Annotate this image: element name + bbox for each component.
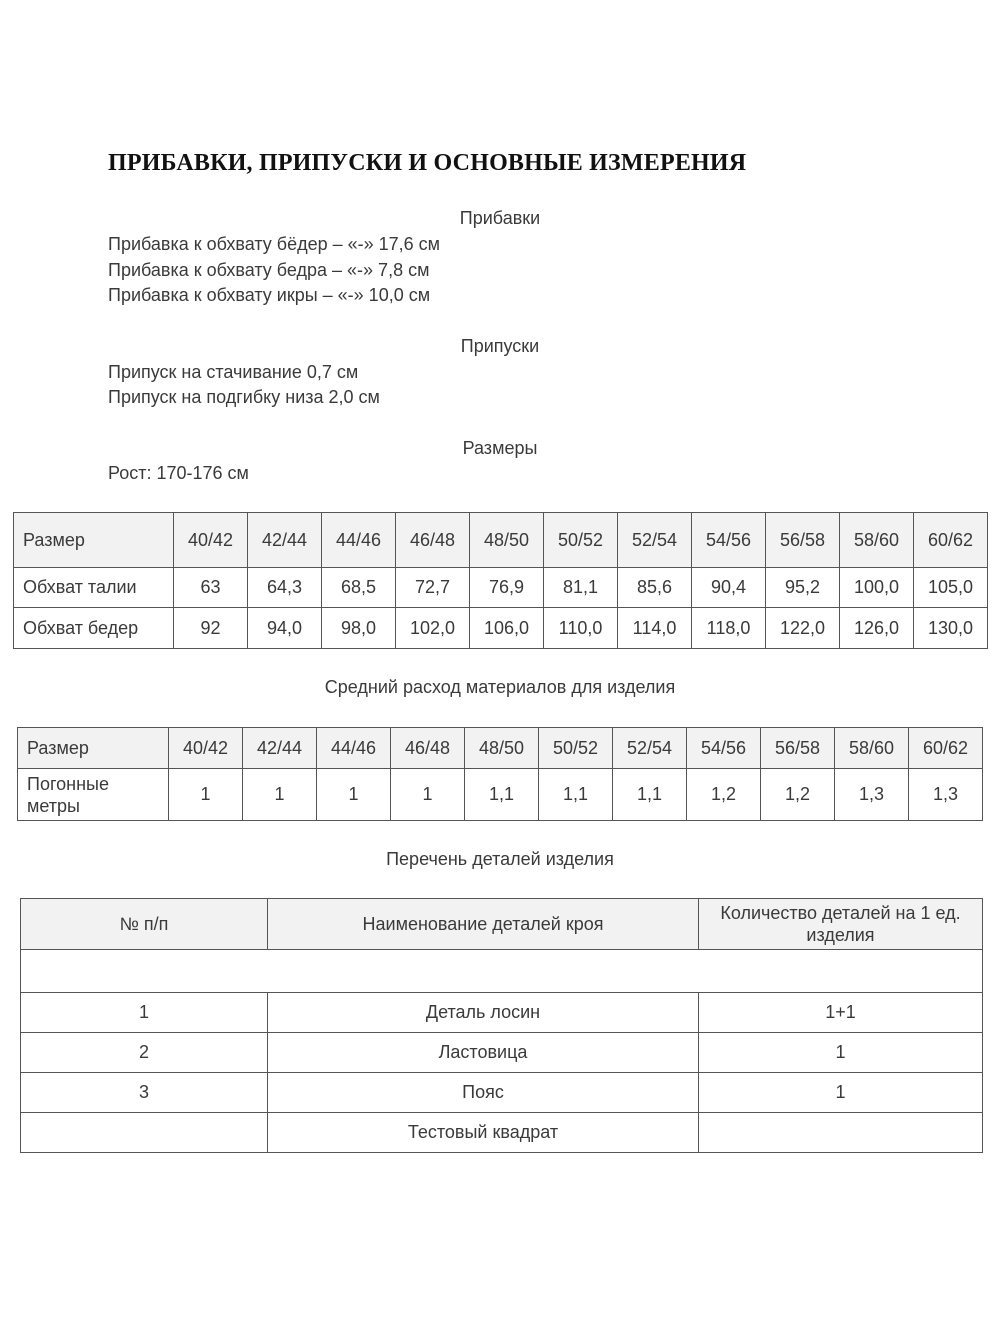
table-cell: 42/44 <box>243 728 317 769</box>
table-cell: 1 <box>699 1033 983 1073</box>
table-cell: Размер <box>14 513 174 568</box>
table-cell: 100,0 <box>840 568 914 608</box>
table-cell: 130,0 <box>914 608 988 649</box>
table-cell: 1 <box>317 769 391 821</box>
table-cell: 48/50 <box>470 513 544 568</box>
table-cell: Обхват бедер <box>14 608 174 649</box>
table-cell: 106,0 <box>470 608 544 649</box>
table-cell: 3 <box>21 1073 268 1113</box>
table-cell <box>21 1113 268 1153</box>
table-cell: 1,3 <box>909 769 983 821</box>
table-cell <box>18 769 169 821</box>
sizes-heading: Размеры <box>462 438 538 458</box>
consumption-heading: Средний расход материалов для изделия <box>324 677 676 697</box>
table-cell: 44/46 <box>322 513 396 568</box>
sizes-table <box>13 512 988 649</box>
allowance-line: Прибавка к обхвату бедра – «-» 7,8 см <box>108 260 430 280</box>
table-row <box>14 568 988 608</box>
table-cell: 110,0 <box>544 608 618 649</box>
table-cell: 1 <box>243 769 317 821</box>
table-cell: 85,6 <box>618 568 692 608</box>
table-cell: 81,1 <box>544 568 618 608</box>
table-row <box>21 1073 983 1113</box>
table-cell: 40/42 <box>169 728 243 769</box>
table-cell: 58/60 <box>840 513 914 568</box>
allowance-line: Прибавка к обхвату бёдер – «-» 17,6 см <box>108 234 441 254</box>
table-cell: 52/54 <box>613 728 687 769</box>
table-cell: 1,1 <box>465 769 539 821</box>
table-cell: Наименование деталей кроя <box>268 899 699 950</box>
table-cell: 50/52 <box>544 513 618 568</box>
table-cell: 54/56 <box>687 728 761 769</box>
table-cell: 114,0 <box>618 608 692 649</box>
table-cell: 50/52 <box>539 728 613 769</box>
table-cell: 90,4 <box>692 568 766 608</box>
table-cell: 56/58 <box>766 513 840 568</box>
table-cell: 72,7 <box>396 568 470 608</box>
table-cell: 1 <box>391 769 465 821</box>
table-cell: № п/п <box>21 899 268 950</box>
table-cell: 105,0 <box>914 568 988 608</box>
table-cell: 64,3 <box>248 568 322 608</box>
table-cell: Тестовый квадрат <box>268 1113 699 1153</box>
table-cell: 40/42 <box>174 513 248 568</box>
table-cell: Деталь лосин <box>268 993 699 1033</box>
table-row <box>18 769 983 821</box>
table-cell <box>21 950 983 993</box>
table-cell: Размер <box>18 728 169 769</box>
allowance-line: Прибавка к обхвату икры – «-» 10,0 см <box>108 285 431 305</box>
table-cell <box>699 1113 983 1153</box>
row-label: Погонные метры <box>27 773 109 816</box>
consumption-header-row <box>18 728 983 769</box>
table-cell: 1,2 <box>761 769 835 821</box>
table-cell: 56/58 <box>761 728 835 769</box>
table-cell: Ластовица <box>268 1033 699 1073</box>
table-cell: 60/62 <box>909 728 983 769</box>
table-cell: 58/60 <box>835 728 909 769</box>
table-cell: 1,1 <box>613 769 687 821</box>
table-cell: 1,3 <box>835 769 909 821</box>
seam-line: Припуск на стачивание 0,7 см <box>108 362 359 382</box>
seam-line: Припуск на подгибку низа 2,0 см <box>108 387 380 407</box>
table-cell: 118,0 <box>692 608 766 649</box>
table-cell: 1 <box>21 993 268 1033</box>
height-line: Рост: 170-176 см <box>108 463 249 483</box>
table-cell: 94,0 <box>248 608 322 649</box>
consumption-table <box>17 727 983 821</box>
table-cell: 52/54 <box>618 513 692 568</box>
table-cell: 1 <box>169 769 243 821</box>
seams-heading: Припуски <box>460 336 540 356</box>
table-cell: 42/44 <box>248 513 322 568</box>
table-cell: 122,0 <box>766 608 840 649</box>
table-cell: 54/56 <box>692 513 766 568</box>
header-label: Количество деталей на 1 ед. изделия <box>720 903 961 945</box>
table-cell: 98,0 <box>322 608 396 649</box>
table-cell: 126,0 <box>840 608 914 649</box>
table-cell: Пояс <box>268 1073 699 1113</box>
table-cell: 46/48 <box>396 513 470 568</box>
table-cell: 63 <box>174 568 248 608</box>
table-cell: 92 <box>174 608 248 649</box>
table-cell: Обхват талии <box>14 568 174 608</box>
table-cell: 1,2 <box>687 769 761 821</box>
sizes-header-row <box>14 513 988 568</box>
table-cell: 102,0 <box>396 608 470 649</box>
table-cell: 95,2 <box>766 568 840 608</box>
table-cell: 44/46 <box>317 728 391 769</box>
table-cell: 68,5 <box>322 568 396 608</box>
parts-table <box>20 898 983 1153</box>
table-cell: 76,9 <box>470 568 544 608</box>
table-cell: 1+1 <box>699 993 983 1033</box>
table-cell: 1 <box>699 1073 983 1113</box>
table-row <box>21 993 983 1033</box>
table-cell: 48/50 <box>465 728 539 769</box>
empty-row <box>21 950 983 993</box>
table-cell: 46/48 <box>391 728 465 769</box>
table-row <box>21 1033 983 1073</box>
parts-heading: Перечень деталей изделия <box>386 849 614 869</box>
allowances-heading: Прибавки <box>459 208 541 228</box>
table-cell: 60/62 <box>914 513 988 568</box>
table-cell <box>699 899 983 950</box>
table-row <box>21 1113 983 1153</box>
parts-header-row <box>21 899 983 950</box>
table-row <box>14 608 988 649</box>
table-cell: 1,1 <box>539 769 613 821</box>
table-cell: 2 <box>21 1033 268 1073</box>
page-title: ПРИБАВКИ, ПРИПУСКИ И ОСНОВНЫЕ ИЗМЕРЕНИЯ <box>108 150 747 176</box>
